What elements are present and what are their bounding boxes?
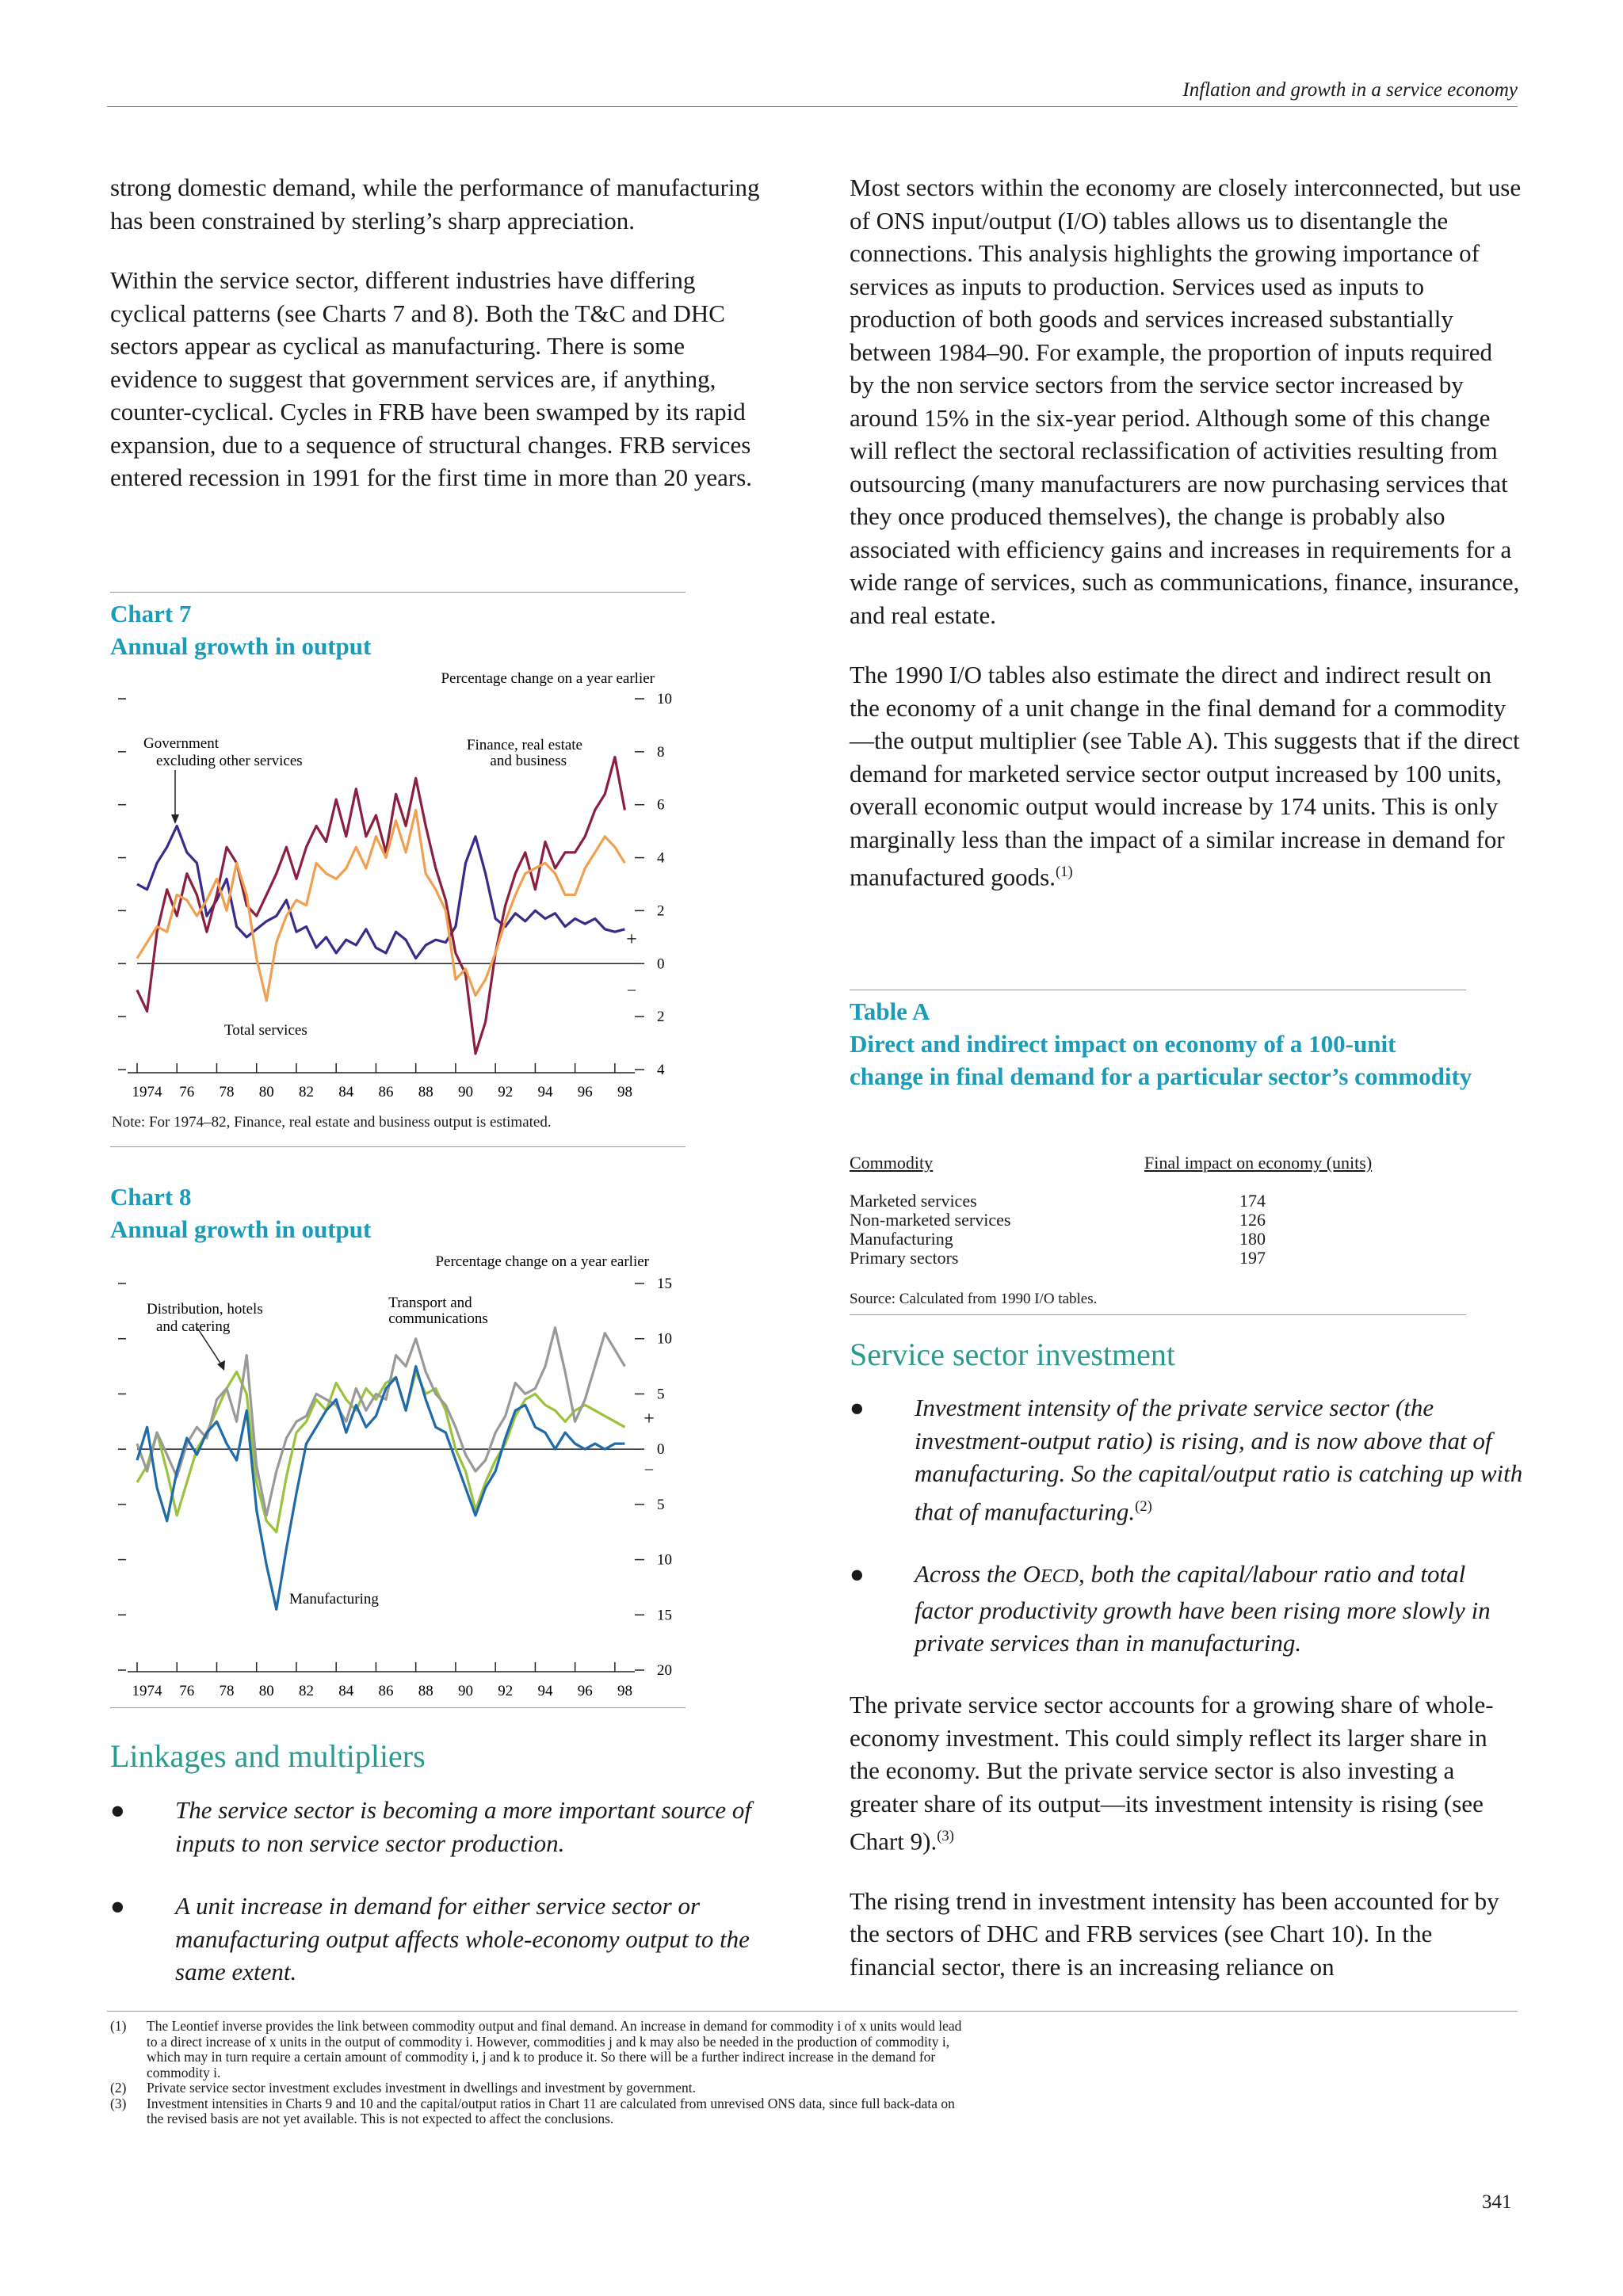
y-tick-label: 15 (657, 1607, 672, 1624)
footnote-ref-1: (1) (1055, 864, 1073, 880)
x-tick-label: 1974 (132, 1084, 162, 1100)
linkages-heading: Linkages and multipliers (110, 1738, 426, 1774)
left-paragraph-2: Within the service sector, different industries have differing cyclical patterns (see Charts 7 and 8). Both the T&C and DHC sectors appear as cyclical as manufacturing. There is some evidence to suggest that government services are, if anything, counter-cyclical. Cycles in FRB have been swamped by its rapid expansion, due to a sequence of structural changes. FRB services entered recession in 1991 for the first time in more than 20 years. (110, 266, 753, 491)
footnote-line: The Leontief inverse provides the link between commodity output and final demand. An increase in demand for commodity i of x units would lead (147, 2018, 962, 2034)
x-tick-label: 96 (577, 1683, 593, 1699)
chart7-annotation-frb-1: Finance, real estate (466, 737, 582, 753)
chart7-annotation-total: Total services (224, 1022, 307, 1039)
x-tick-label: 80 (258, 1683, 274, 1699)
chart8-heading (110, 1180, 371, 1245)
header-rule (107, 106, 1518, 107)
footnote (110, 2019, 1299, 2081)
investment-heading: Service sector investment (850, 1337, 1175, 1372)
right-paragraph-4: The rising trend in investment intensity has been accounted for by the sectors of DHC and FRB services (see Chart 10). In the financial sector, there is an increasing reliance on (850, 1886, 1499, 1981)
footnote-number: (1) (110, 2018, 127, 2034)
linkages-bullet-1-text: The service sector is becoming a more important source of inputs to non service sector production. (175, 1796, 751, 1857)
chart8-annotation-manufacturing: Manufacturing (289, 1591, 379, 1608)
table-a-body (850, 1192, 1468, 1268)
left-body-text (110, 171, 776, 521)
x-tick-label: 86 (378, 1683, 394, 1699)
table-a-col2-header: Final impact on economy (units) (1144, 1153, 1373, 1173)
linkages-bullet-2 (110, 1890, 776, 1989)
chart7-government-arrow-head (171, 814, 179, 824)
footnote-text (147, 2081, 696, 2096)
table-a (850, 1154, 1468, 1309)
footnote-number: (3) (110, 2095, 127, 2111)
x-tick-label: 92 (498, 1084, 514, 1100)
footnote-line: Private service sector investment excludes investment in dwellings and investment by government. (147, 2080, 697, 2096)
y-tick-label: 2 (657, 902, 665, 920)
right-paragraph-3 (850, 1688, 1522, 1858)
table-a-title: Direct and indirect impact on economy of a 100-unit change in final demand for a particular sector’s commodity (850, 1030, 1472, 1090)
x-tick-label: 78 (219, 1084, 235, 1100)
chart7-title: Annual growth in output (110, 632, 372, 660)
x-tick-label: 88 (418, 1683, 433, 1699)
footnote-ref-2: (2) (1135, 1497, 1152, 1515)
chart8-bottom-rule (110, 1707, 685, 1708)
chart8-title: Annual growth in output (110, 1215, 372, 1243)
y-tick-label: 2 (657, 1009, 665, 1026)
x-tick-label: 84 (338, 1084, 354, 1100)
x-tick-label: 88 (418, 1084, 433, 1100)
y-tick-label: 0 (657, 955, 665, 973)
right-paragraph-2-text: The 1990 I/O tables also estimate the direct and indirect result on the economy of a unit change in the final demand for a commodity—the output multiplier (see Table A). This suggests that if the direct demand for marketed service sector output increased by 100 units, overall economic output would increase by 174 units. This is only marginally less than the impact of a similar increase in demand for manufactured goods. (850, 661, 1520, 891)
x-tick-label: 82 (299, 1084, 315, 1100)
table-a-row (850, 1192, 1468, 1211)
table-a-impact: 197 (1239, 1248, 1266, 1268)
x-tick-label: 84 (338, 1683, 354, 1699)
table-a-impact: 174 (1239, 1191, 1266, 1211)
chart7-unit-label: Percentage change on a year earlier (441, 670, 655, 687)
y-tick-label: 10 (657, 1551, 672, 1569)
footnotes (110, 2019, 1299, 2127)
page-number: 341 (1482, 2191, 1512, 2213)
chart7-bottom-rule (110, 1146, 685, 1147)
chart7-label: Chart 7 (110, 600, 192, 627)
bullet-dot-icon: ● (110, 1892, 125, 1920)
right-paragraph-2 (850, 658, 1522, 894)
right-body-text (850, 171, 1522, 921)
footnote-line: commodity i. (147, 2064, 221, 2081)
chart8-label: Chart 8 (110, 1183, 192, 1211)
investment-bullet-2-post: , both the capital/labour ratio and total factor productivity growth have been rising more slowly in private services than in manufacturing. (915, 1560, 1491, 1657)
running-header: Inflation and growth in a service economy (1182, 79, 1518, 101)
table-a-impact: 180 (1239, 1229, 1266, 1249)
chart8-unit-label: Percentage change on a year earlier (435, 1253, 649, 1270)
x-tick-label: 82 (299, 1683, 315, 1699)
chart7-heading (110, 597, 371, 662)
x-tick-label: 1974 (132, 1683, 162, 1699)
right-paragraph-3-text: The private service sector accounts for a growing share of whole-economy investment. This could simply reflect its larger share in the economy. But the private service sector is also investing a greater share of its output—its investment intensity is rising (see Chart 9). (850, 1691, 1494, 1855)
footnote-line: to a direct increase of x units in the output of commodity i. However, commodities j and k may also be needed in the production of commodity i, (147, 2033, 950, 2050)
linkages-bullet-1 (110, 1794, 776, 1859)
right-body-text-2 (850, 1688, 1522, 2010)
chart7-annotation-government-1: Government (143, 735, 219, 752)
chart7-annotation-government-2: excluding other services (156, 753, 303, 769)
investment-bullet-1-text: Investment intensity of the private service sector (the investment-output ratio) is rising, and is now above that of manufacturing. So the capital/output ratio is catching up with that of manufacturing. (915, 1394, 1523, 1525)
x-tick-label: 94 (537, 1084, 553, 1100)
investment-bullets (850, 1391, 1523, 1690)
left-paragraph-1: strong domestic demand, while the performance of manufacturing has been constrained by sterling’s sharp appreciation. (110, 174, 760, 235)
right-paragraph-1: Most sectors within the economy are closely interconnected, but use of ONS input/output (I/O) tables allows us to disentangle the connections. This analysis highlights the growing importance of services as inputs to production. Services used as inputs to production of both goods and services increased substantially between 1984–90. For example, the proportion of inputs required by the non service sectors from the service sector increased by around 15% in the six-year period. Although some of this change will reflect the sectoral reclassification of activities resulting from outsourcing (many manufacturers are now purchasing services that they once produced themselves), the change is probably also associated with efficiency gains and increases in requirements for a wide range of services, such as communications, finance, insurance, and real estate. (850, 174, 1522, 629)
footnote-rule (107, 2011, 1518, 2012)
chart7-minus-sign: _ (628, 975, 636, 993)
table-a-impact: 126 (1239, 1210, 1266, 1230)
table-a-commodity: Marketed services (850, 1191, 977, 1211)
footnote (110, 2096, 1299, 2127)
series-line-transport-and-communications (137, 1328, 624, 1516)
table-a-source: Source: Calculated from 1990 I/O tables. (850, 1291, 1098, 1307)
footnote-line: which may in turn require a certain amount of commodity i, j and k to produce it. So there will be a further indirect increase in the demand for (147, 2049, 936, 2065)
chart7-top-rule (110, 592, 685, 593)
series-line-finance-real-estate-and-business (137, 757, 624, 1054)
footnote-number: (2) (110, 2080, 127, 2096)
series-line-manufacturing (137, 1367, 624, 1610)
chart7-note: Note: For 1974–82, Finance, real estate and business output is estimated. (112, 1114, 552, 1131)
x-tick-label: 90 (457, 1084, 473, 1100)
table-a-commodity: Primary sectors (850, 1248, 959, 1268)
table-a-row (850, 1211, 1468, 1230)
chart8-annotation-tc-2: communications (388, 1310, 488, 1327)
footnote (110, 2081, 1299, 2096)
linkages-bullets (110, 1794, 776, 2019)
y-tick-label: 0 (657, 1441, 665, 1459)
y-tick-label: 5 (657, 1496, 665, 1513)
bullet-dot-icon: ● (110, 1796, 125, 1824)
footnote-line: Investment intensities in Charts 9 and 10 and the capital/output ratios in Chart 11 are calculated from unrevised ONS data, since full back-data on (147, 2095, 955, 2111)
table-a-heading (850, 995, 1476, 1093)
x-tick-label: 92 (498, 1683, 514, 1699)
table-a-row (850, 1230, 1468, 1249)
investment-bullet-2 (850, 1558, 1523, 1660)
x-tick-label: 96 (577, 1084, 593, 1100)
table-a-bottom-rule (850, 1314, 1466, 1315)
chart8-plot (110, 1250, 685, 1702)
table-a-header-row (850, 1154, 1468, 1177)
x-tick-label: 98 (617, 1683, 632, 1699)
x-tick-label: 94 (537, 1683, 553, 1699)
investment-bullet-2-smallcaps: ECD (1041, 1566, 1079, 1588)
linkages-bullet-2-text: A unit increase in demand for either service sector or manufacturing output affects whole-economy output to the same extent. (175, 1892, 750, 1985)
footnote-ref-3: (3) (937, 1828, 954, 1844)
footnote-line: the revised basis are not yet available. This is not expected to affect the conclusions. (147, 2111, 614, 2126)
bullet-dot-icon: ● (850, 1394, 865, 1421)
y-tick-label: 10 (657, 1330, 672, 1348)
chart8-plus-sign: + (643, 1409, 655, 1429)
x-tick-label: 80 (258, 1084, 274, 1100)
footnote-text (147, 2019, 961, 2081)
x-tick-label: 78 (219, 1683, 235, 1699)
y-tick-label: 20 (657, 1662, 672, 1679)
chart8-annotation-tc-1: Transport and (388, 1295, 472, 1311)
y-tick-label: 4 (657, 849, 665, 867)
y-tick-label: 6 (657, 796, 665, 814)
bullet-dot-icon: ● (850, 1560, 865, 1589)
investment-bullet-2-pre: Across the O (915, 1560, 1041, 1589)
chart7-plus-sign: + (626, 929, 637, 950)
investment-bullet-1 (850, 1391, 1523, 1527)
y-tick-label: 15 (657, 1276, 672, 1292)
x-tick-label: 86 (378, 1084, 394, 1100)
x-tick-label: 76 (179, 1683, 195, 1699)
y-tick-label: 4 (657, 1062, 665, 1078)
table-a-row (850, 1249, 1468, 1268)
chart7-annotation-frb-2: and business (490, 753, 567, 769)
chart7-plot (110, 667, 685, 1106)
x-tick-label: 76 (179, 1084, 195, 1100)
table-a-commodity: Non-marketed services (850, 1210, 1011, 1230)
y-tick-label: 5 (657, 1386, 665, 1403)
table-a-col1-header: Commodity (850, 1153, 934, 1173)
chart8-annotation-dhc-1: Distribution, hotels (147, 1301, 263, 1318)
footnote-text (147, 2096, 955, 2127)
table-a-commodity: Manufacturing (850, 1229, 953, 1249)
y-tick-label: 10 (657, 691, 672, 707)
table-a-label: Table A (850, 997, 930, 1025)
x-tick-label: 98 (617, 1084, 632, 1100)
chart8-dhc-arrow-head (217, 1360, 225, 1371)
chart8-minus-sign: _ (645, 1455, 653, 1472)
chart8-annotation-dhc-2: and catering (156, 1318, 231, 1335)
x-tick-label: 90 (457, 1683, 473, 1699)
y-tick-label: 8 (657, 743, 665, 761)
